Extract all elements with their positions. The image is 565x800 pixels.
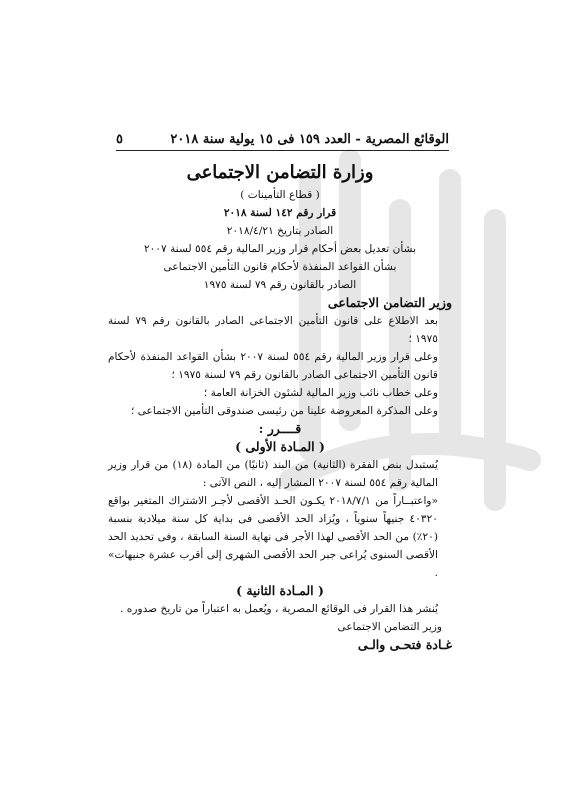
signature-name: غـادة فتحـى والـى bbox=[357, 637, 452, 652]
minister-heading: وزير التضامن الاجتماعى bbox=[327, 295, 452, 310]
gazette-header bbox=[116, 132, 449, 151]
article-1-text: «واعتبــاراً من ٢٠١٨/٧/١ يكـون الحـد الأقصى لأجـر الاشتراك المتغير بواقع ٤٠٣٢٠ جنيهاً سنوياً ، ويُزاد الحد الأقصى فى بداية كل سنة ميلادية بنسبة (٢٠٪) من الحد الأقصى لهذا الأجر فى نهاية السنة السابقة ، وفى تحديد الحد الأقصى السنوى يُراعى جبر الحد الأقصى الشهرى إلى أقرب عشرة جنيهات» . bbox=[108, 495, 438, 579]
article-1-intro: يُستبدل بنص الفقرة (الثانية) من البند (ثانيًا) من المادة (١٨) من قرار وزير المالية رقم ٥٥٤ لسنة ٢٠٠٧ المشار إليه ، النص الآتى : bbox=[108, 459, 439, 489]
issue-date: الصادر بتاريخ ٢٠١٨/٤/٢١ bbox=[226, 225, 334, 237]
subject-line: الصادر بالقانون رقم ٧٩ لسنة ١٩٧٥ bbox=[203, 279, 357, 291]
ministry-title: وزارة التضامن الاجتماعى bbox=[186, 162, 374, 183]
preamble-paragraph: وعلى المذكرة المعروضة علينا من رئيسى صندوقى التأمين الاجتماعى ؛ bbox=[130, 405, 438, 417]
preamble-paragraph: وعلى قرار وزير المالية رقم ٥٥٤ لسنة ٢٠٠٧ بشأن القواعد المنفذة لأحكام قانون التأمين الاجتماعى الصادر بالقانون رقم ٧٩ لسنة ١٩٧٥ ؛ bbox=[108, 351, 438, 381]
page-number: ٥ bbox=[116, 132, 123, 147]
subject-line: بشأن تعديل بعض أحكام قرار وزير المالية رقم ٥٥٤ لسنة ٢٠٠٧ bbox=[143, 243, 417, 255]
subject-line: بشأن القواعد المنفذة لأحكام قانون التأمين الاجتماعى bbox=[163, 261, 397, 273]
decree-body bbox=[108, 160, 452, 654]
signature-title: وزير التضامن الاجتماعى bbox=[337, 621, 442, 633]
article-1-heading: ( المـادة الأولى ) bbox=[235, 439, 325, 454]
decides-heading: قــــرر : bbox=[258, 421, 302, 436]
article-2-text: يُنشر هذا القرار فى الوقائع المصرية ، ويُعمل به اعتباراً من تاريخ صدوره . bbox=[120, 603, 438, 615]
preamble-paragraph: بعد الاطلاع على قانون التأمين الاجتماعى الصادر بالقانون رقم ٧٩ لسنة ١٩٧٥ ؛ bbox=[108, 315, 438, 345]
gazette-title: الوقائع المصرية - العدد ١٥٩ فى ١٥ يولية سنة ٢٠١٨ bbox=[170, 132, 449, 147]
article-2-heading: ( المـادة الثانية ) bbox=[236, 583, 324, 598]
preamble-paragraph: وعلى خطاب نائب وزير المالية لشئون الخزانة العامة ؛ bbox=[203, 387, 438, 399]
decision-number: قرار رقم ١٤٢ لسنة ٢٠١٨ bbox=[223, 207, 337, 219]
sector-label: ( قطاع التأمينات ) bbox=[240, 189, 320, 201]
